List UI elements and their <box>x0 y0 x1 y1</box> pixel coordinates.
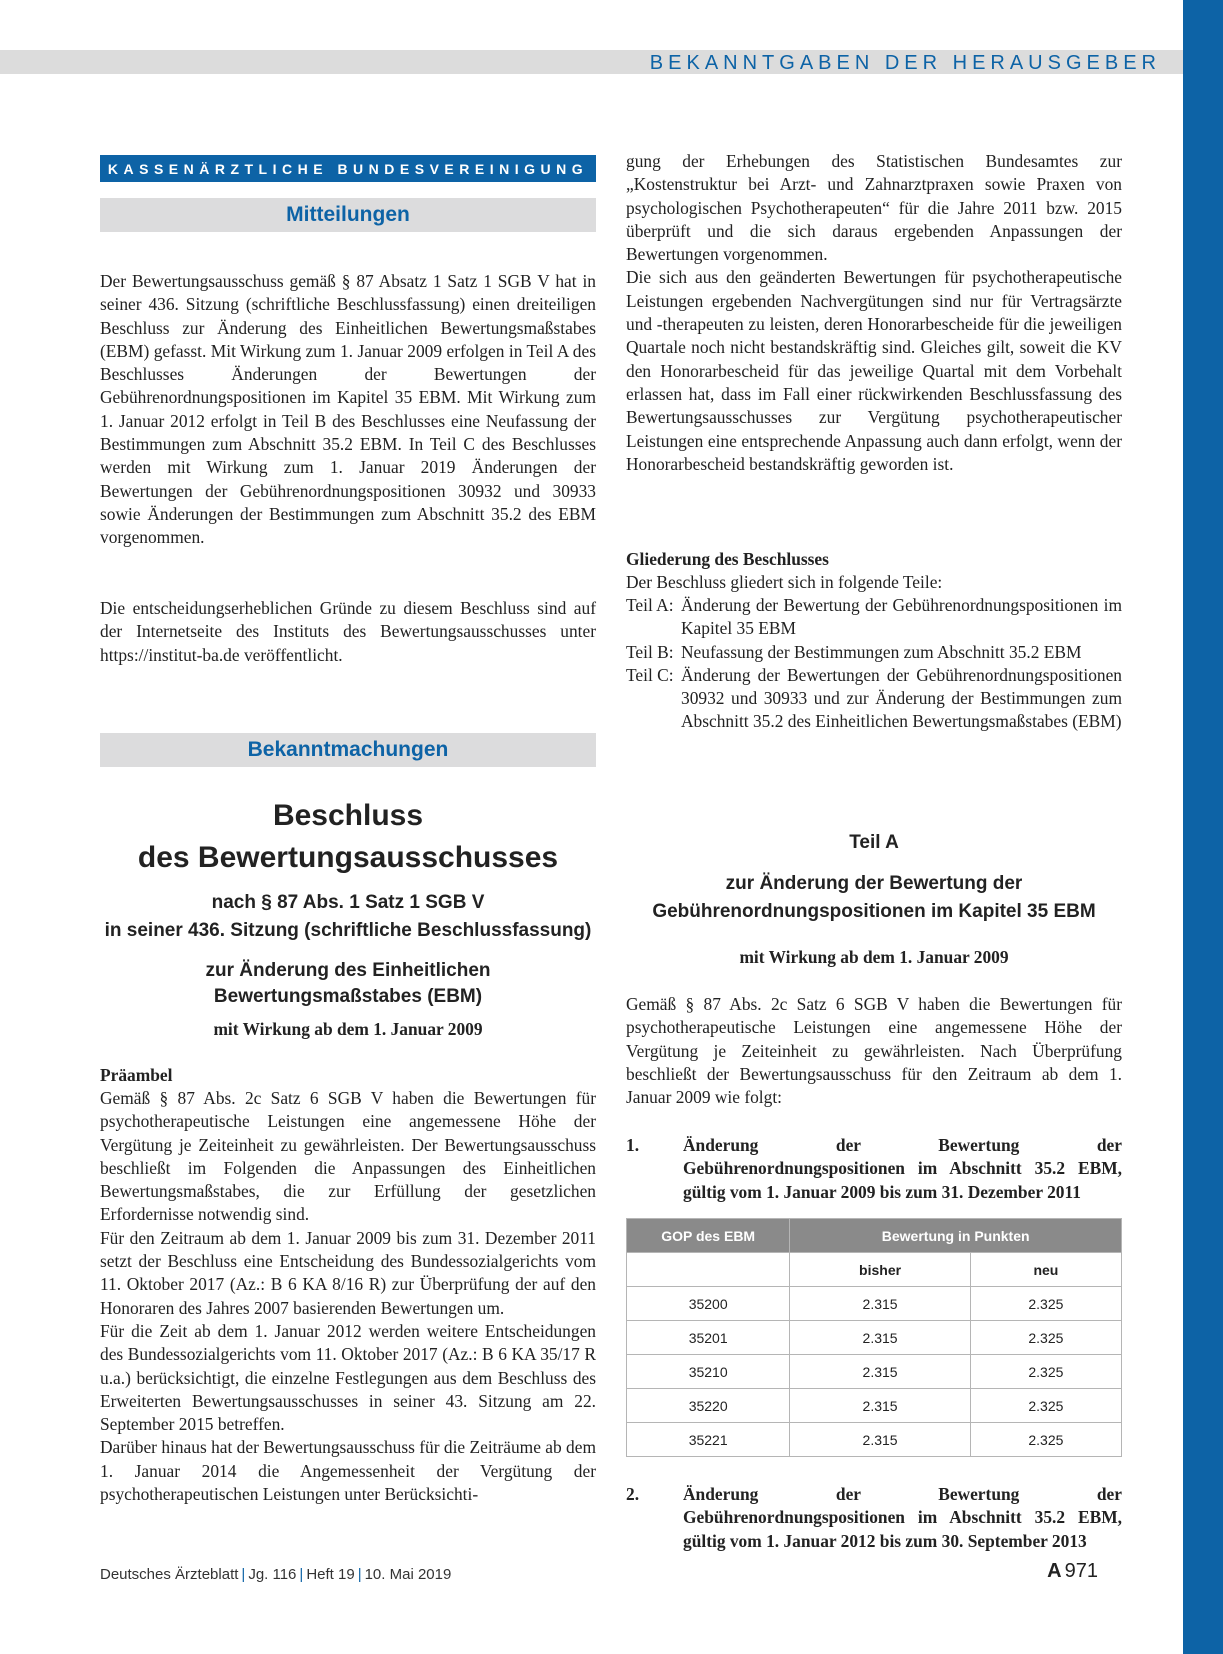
footer-date: 10. Mai 2019 <box>364 1566 452 1583</box>
cell-gop: 35200 <box>627 1287 790 1321</box>
footer-journal: Deutsches Ärzteblatt <box>100 1566 239 1583</box>
beschluss-subtitle-1: nach § 87 Abs. 1 Satz 1 SGB V <box>211 892 485 913</box>
cell-bisher: 2.315 <box>790 1423 970 1457</box>
cell-bisher: 2.315 <box>790 1389 970 1423</box>
teil-list-item <box>626 664 1122 734</box>
footer-separator: | <box>241 1566 246 1583</box>
teil-label: Teil B: <box>626 641 674 662</box>
cell-neu: 2.325 <box>970 1423 1121 1457</box>
table-header-gop: GOP des EBM <box>627 1219 790 1253</box>
table-row <box>627 1321 1122 1355</box>
mitteilungen-heading: Mitteilungen <box>100 198 596 232</box>
mitteilung-paragraph-1: Der Bewertungsausschuss gemäß § 87 Absatz 1 Satz 1 SGB V hat in seiner 436. Sitzung (schriftliche Beschlussfassung) einen dreiteiligen Beschluss zur Änderung des Einheitlichen Bewertungsmaßstabes (EBM) gefasst. Mit Wirkung zum 1. Januar 2009 erfolgen in Teil A des Beschlusses Änderungen der Bewertungen der Gebührenordnungspositionen im Kapitel 35 EBM. Mit Wirkung zum 1. Januar 2012 erfolgt in Teil B des Beschlusses eine Neufassung der Bestimmungen zum Abschnitt 35.2 EBM. In Teil C des Beschlusses werden mit Wirkung zum 1. Januar 2019 Änderungen der Bewertungen der Gebührenordnungspositionen 30932 und 30933 sowie Änderungen der Bestimmungen zum Abschnitt 35.2 des EBM vorgenommen. <box>100 271 596 548</box>
item-number: 2. <box>626 1484 640 1504</box>
bewertung-table <box>626 1218 1122 1457</box>
numbered-item-2 <box>626 1483 1122 1553</box>
side-accent-bar <box>1183 0 1223 1654</box>
cell-bisher: 2.315 <box>790 1321 970 1355</box>
cell-gop: 35220 <box>627 1389 790 1423</box>
cell-gop: 35221 <box>627 1423 790 1457</box>
table-row <box>627 1389 1122 1423</box>
bekanntmachungen-heading: Bekanntmachungen <box>100 733 596 767</box>
teil-a-subtitle-2: Gebührenordnungspositionen im Kapitel 35 EBM <box>652 901 1096 922</box>
gliederung-intro: Der Beschluss gliedert sich in folgende Teile: <box>626 572 943 592</box>
table-subheader-neu: neu <box>970 1253 1121 1287</box>
footer-separator: | <box>299 1566 304 1583</box>
table-header-bewertung: Bewertung in Punkten <box>790 1219 1122 1253</box>
footer-volume: Jg. 116 <box>248 1566 297 1583</box>
praeambel-paragraph-2: Für den Zeitraum ab dem 1. Januar 2009 bis zum 31. Dezember 2011 setzt der Beschluss eine Entscheidung des Bundessozialgerichts vom 11. Oktober 2017 (Az.: B 6 KA 8/16 R) zur Überprüfung der auf den Honoraren des Jahres 2007 basierenden Bewertungen um. <box>100 1227 596 1318</box>
praeambel-body <box>100 1087 596 1506</box>
cell-neu: 2.325 <box>970 1287 1121 1321</box>
teil-text: Änderung der Bewertungen der Gebührenordnungspositionen 30932 und 30933 und zur Änderung der Bestimmungen zum Abschnitt 35.2 des Einheitlichen Bewertungsmaßstabes (EBM) <box>681 664 1122 732</box>
cell-gop: 35210 <box>627 1355 790 1389</box>
beschluss-wirkung: mit Wirkung ab dem 1. Januar 2009 <box>213 1019 483 1039</box>
cell-bisher: 2.315 <box>790 1287 970 1321</box>
table-subheader-bisher: bisher <box>790 1253 970 1287</box>
cell-neu: 2.325 <box>970 1321 1121 1355</box>
gliederung-heading: Gliederung des Beschlusses <box>626 549 829 569</box>
teil-label: Teil C: <box>626 664 674 685</box>
section-header-title: BEKANNTGABEN DER HERAUSGEBER <box>649 52 1161 74</box>
page-prefix: A <box>1047 1560 1062 1582</box>
table-row <box>627 1423 1122 1457</box>
beschluss-title-line-2: des Bewertungsausschusses <box>137 841 559 874</box>
cell-neu: 2.325 <box>970 1389 1121 1423</box>
teil-a-wirkung: mit Wirkung ab dem 1. Januar 2009 <box>739 947 1009 967</box>
teil-list-item <box>626 594 1122 641</box>
table-row <box>627 1355 1122 1389</box>
table-row <box>627 1287 1122 1321</box>
bewertung-table-wrapper <box>626 1218 1122 1457</box>
org-banner: KASSENÄRZTLICHE BUNDESVEREINIGUNG <box>100 155 596 182</box>
teil-a-subtitle-1: zur Änderung der Bewertung der <box>725 873 1023 894</box>
footer-issue: Heft 19 <box>306 1566 355 1583</box>
right-body-top <box>626 150 1122 476</box>
right-paragraph-2: Die sich aus den geänderten Bewertungen für psychotherapeutische Leistungen ergebenden Nachvergütungen sind nur für Vertragsärzte und -therapeuten zu leisten, deren Honorarbescheide für die jeweiligen Quartale noch nicht bestandskräftig sind. Gleiches gilt, soweit die KV den Honorarbescheid für das jeweilige Quartal mit dem Vorbehalt erlassen hat, dass im Fall einer rückwirkenden Beschlussfassung des Bewertungsausschusses zur Vergütung psychotherapeutischer Leistungen eine entsprechende Anpassung auch dann erfolgt, wenn der Honorarbescheid bestandskräftig geworden ist. <box>626 267 1122 474</box>
item-text: Änderung der Bewertung der Gebührenordnungspositionen im Abschnitt 35.2 EBM, gültig vom 1. Januar 2009 bis zum 31. Dezember 2011 <box>683 1135 1122 1202</box>
beschluss-subtitle-3: zur Änderung des Einheitlichen Bewertungsmaßstabes (EBM) <box>205 960 491 1007</box>
praeambel-paragraph-3: Für die Zeit ab dem 1. Januar 2012 werden weitere Entscheidungen des Bundessozialgerichts vom 11. Oktober 2017 (Az.: B 6 KA 35/17 R u.a.) berücksichtigt, die einzelne Festlegungen aus dem Beschluss des Erweiterten Bewertungsausschusses in seiner 43. Sitzung am 22. September 2015 betreffen. <box>100 1320 596 1435</box>
right-paragraph-1: gung der Erhebungen des Statistischen Bundesamtes zur „Kostenstruktur bei Arzt- und Zahnarztpraxen sowie Praxen von psychologischen Psychotherapeuten“ für die Jahre 2011 bzw. 2015 überprüft und die sich daraus ergebenden Anpassungen der Bewertungen vorgenommen. <box>626 151 1122 265</box>
teil-a-intro: Gemäß § 87 Abs. 2c Satz 6 SGB V haben die Bewertungen für psychotherapeutische Leistungen eine angemessene Höhe der Vergütung je Zeiteinheit zu gewährleisten. Nach Überprüfung beschließt der Bewertungsausschuss für den Zeitraum ab dem 1. Januar 2009 wie folgt: <box>626 994 1122 1108</box>
teil-label: Teil A: <box>626 595 674 615</box>
numbered-item-1 <box>626 1134 1122 1204</box>
item-text: Änderung der Bewertung der Gebührenordnungspositionen im Abschnitt 35.2 EBM, gültig vom 1. Januar 2012 bis zum 30. September 2013 <box>683 1484 1122 1551</box>
teil-text: Änderung der Bewertung der Gebührenordnungspositionen im Kapitel 35 EBM <box>681 595 1122 639</box>
gliederung-list <box>626 594 1122 734</box>
page-number <box>1047 1560 1098 1583</box>
teil-a-heading: Teil A <box>849 832 899 853</box>
table-subheader-empty <box>627 1253 790 1287</box>
cell-gop: 35201 <box>627 1321 790 1355</box>
teil-list-item <box>626 641 1122 664</box>
beschluss-subtitle-2: in seiner 436. Sitzung (schriftliche Beschlussfassung) <box>104 920 592 941</box>
cell-bisher: 2.315 <box>790 1355 970 1389</box>
praeambel-paragraph-1: Gemäß § 87 Abs. 2c Satz 6 SGB V haben die Bewertungen für psychotherapeutische Leistungen eine angemessene Höhe der Vergütung je Zeiteinheit zu gewährleisten. Der Bewertungsausschuss beschließt im Folgenden die Anpassungen des Einheitlichen Bewertungsmaßstabes, die zur Erfüllung der gesetzlichen Erfordernisse notwendig sind. <box>100 1088 596 1225</box>
footer-separator: | <box>357 1566 362 1583</box>
praeambel-paragraph-4: Darüber hinaus hat der Bewertungsausschuss für die Zeiträume ab dem 1. Januar 2014 die Angemessenheit der Vergütung der psychotherapeutischen Leistungen unter Berücksichti- <box>100 1437 596 1505</box>
page-number-value: 971 <box>1064 1560 1098 1582</box>
teil-text: Neufassung der Bestimmungen zum Abschnitt 35.2 EBM <box>681 641 1082 662</box>
footer-citation <box>100 1566 451 1583</box>
mitteilung-paragraph-2: Die entscheidungserheblichen Gründe zu diesem Beschluss sind auf der Internetseite des Instituts des Bewertungsausschusses unter https://institut-ba.de veröffentlicht. <box>100 598 596 665</box>
item-number: 1. <box>626 1135 640 1155</box>
beschluss-title-line-1: Beschluss <box>272 799 424 832</box>
praeambel-heading: Präambel <box>100 1065 173 1085</box>
cell-neu: 2.325 <box>970 1355 1121 1389</box>
